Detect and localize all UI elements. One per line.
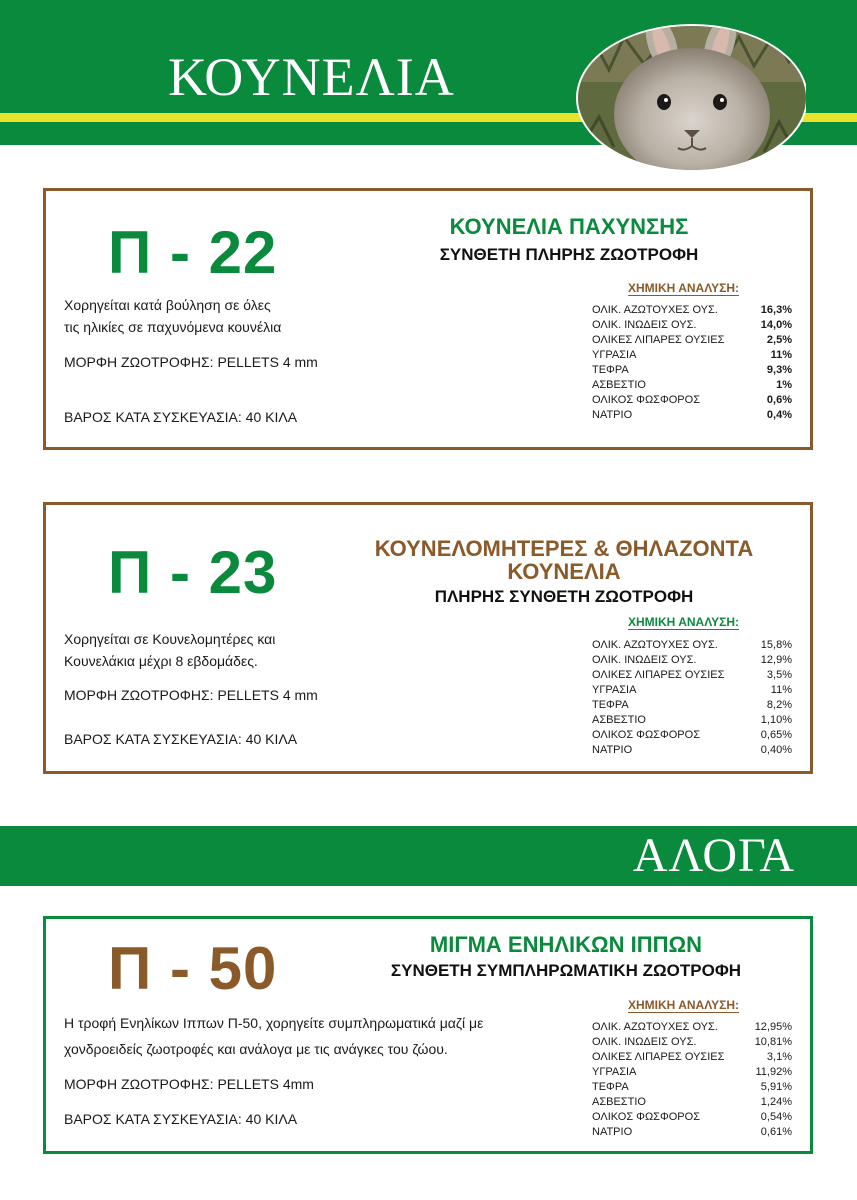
analysis-row xyxy=(592,1125,792,1140)
analysis-row xyxy=(592,408,792,423)
product-code: Π - 50 xyxy=(108,935,278,1002)
analysis-value: 12,9% xyxy=(760,654,792,666)
analysis-row xyxy=(592,333,792,348)
analysis-name: ΟΛΙΚ. ΙΝΩΔΕΙΣ ΟΥΣ. xyxy=(592,1036,697,1048)
analysis-row xyxy=(592,348,792,363)
analysis-name: ΑΣΒΕΣΤΙΟ xyxy=(592,379,646,391)
analysis-value: 16,3% xyxy=(760,304,792,316)
analysis-row xyxy=(592,1035,792,1050)
product-card-p50 xyxy=(43,916,813,1154)
analysis-row xyxy=(592,1065,792,1080)
analysis-row xyxy=(592,363,792,378)
product-form: ΜΟΡΦΗ ΖΩΟΤΡΟΦΗΣ: PELLETS 4 mm xyxy=(64,687,318,703)
analysis-name: ΟΛΙΚ. ΑΖΩΤΟΥΧΕΣ ΟΥΣ. xyxy=(592,639,718,651)
analysis-row xyxy=(592,638,792,653)
analysis-row xyxy=(592,713,792,728)
analysis-name: ΝΑΤΡΙΟ xyxy=(592,409,633,421)
analysis-row xyxy=(592,393,792,408)
analysis-name: ΟΛΙΚΟΣ ΦΩΣΦΟΡΟΣ xyxy=(592,729,700,741)
rabbits-header-band xyxy=(0,0,857,150)
horses-section-title: ΑΛΟΓΑ xyxy=(632,829,795,882)
analysis-value: 1,24% xyxy=(760,1096,792,1108)
analysis-value: 0,65% xyxy=(760,729,792,741)
product-description-line1: Χορηγείται κατά βούληση σε όλες xyxy=(64,297,271,313)
product-title: ΚΟΥΝΕΛΙΑ ΠΑΧΥΝΣΗΣ xyxy=(449,214,689,239)
chemical-analysis-title: ΧΗΜΙΚΗ ΑΝΑΛΥΣΗ: xyxy=(628,998,739,1012)
analysis-value: 0,54% xyxy=(760,1111,792,1123)
analysis-value: 0,4% xyxy=(766,409,792,421)
analysis-name: ΝΑΤΡΙΟ xyxy=(592,744,633,756)
product-card-p22 xyxy=(43,188,813,450)
analysis-name: ΟΛΙΚ. ΑΖΩΤΟΥΧΕΣ ΟΥΣ. xyxy=(592,1021,718,1033)
analysis-name: ΑΣΒΕΣΤΙΟ xyxy=(592,1096,646,1108)
product-description-line1: Χορηγείται σε Κουνελομητέρες και xyxy=(64,631,276,647)
analysis-value: 3,5% xyxy=(766,669,792,681)
analysis-name: ΟΛΙΚ. ΑΖΩΤΟΥΧΕΣ ΟΥΣ. xyxy=(592,304,718,316)
analysis-name: ΟΛΙΚΕΣ ΛΙΠΑΡΕΣ ΟΥΣΙΕΣ xyxy=(592,669,725,681)
analysis-value: 14,0% xyxy=(760,319,792,331)
analysis-row xyxy=(592,743,792,758)
product-weight: ΒΑΡΟΣ ΚΑΤΑ ΣΥΣΚΕΥΑΣΙΑ: 40 ΚΙΛΑ xyxy=(64,409,298,425)
analysis-row xyxy=(592,318,792,333)
analysis-row xyxy=(592,683,792,698)
analysis-row xyxy=(592,1050,792,1065)
analysis-value: 11% xyxy=(770,684,792,696)
product-subtitle: ΠΛΗΡΗΣ ΣΥΝΘΕΤΗ ΖΩΟΤΡΟΦΗ xyxy=(434,587,694,606)
analysis-name: ΟΛΙΚΕΣ ΛΙΠΑΡΕΣ ΟΥΣΙΕΣ xyxy=(592,334,725,346)
product-weight: ΒΑΡΟΣ ΚΑΤΑ ΣΥΣΚΕΥΑΣΙΑ: 40 ΚΙΛΑ xyxy=(64,731,298,747)
analysis-name: ΥΓΡΑΣΙΑ xyxy=(592,349,637,361)
analysis-value: 11% xyxy=(770,349,792,361)
analysis-name: ΟΛΙΚΟΣ ΦΩΣΦΟΡΟΣ xyxy=(592,394,700,406)
product-form: ΜΟΡΦΗ ΖΩΟΤΡΟΦΗΣ: PELLETS 4 mm xyxy=(64,354,318,370)
product-description-line2: Κουνελάκια μέχρι 8 εβδομάδες. xyxy=(64,653,258,669)
chemical-analysis-title: ΧΗΜΙΚΗ ΑΝΑΛΥΣΗ: xyxy=(628,281,739,295)
analysis-row xyxy=(592,728,792,743)
rabbit-photo xyxy=(574,22,806,172)
analysis-name: ΟΛΙΚΕΣ ΛΙΠΑΡΕΣ ΟΥΣΙΕΣ xyxy=(592,1051,725,1063)
product-subtitle: ΣΥΝΘΕΤΗ ΠΛΗΡΗΣ ΖΩΟΤΡΟΦΗ xyxy=(439,245,699,264)
analysis-name: ΥΓΡΑΣΙΑ xyxy=(592,684,637,696)
analysis-row xyxy=(592,653,792,668)
product-card-p23 xyxy=(43,502,813,774)
analysis-name: ΤΕΦΡΑ xyxy=(592,364,629,376)
chemical-analysis-table xyxy=(592,638,792,758)
analysis-row xyxy=(592,1095,792,1110)
analysis-value: 1% xyxy=(776,379,792,391)
analysis-value: 5,91% xyxy=(760,1081,792,1093)
product-description-line2: χονδροειδείς ζωοτροφές και ανάλογα με τις ανάγκες του ζώου. xyxy=(64,1041,448,1057)
analysis-name: ΤΕΦΡΑ xyxy=(592,1081,629,1093)
analysis-row xyxy=(592,1080,792,1095)
product-title-line2: ΚΟΥΝΕΛΙΑ xyxy=(507,559,621,584)
analysis-value: 11,92% xyxy=(755,1066,792,1078)
analysis-row xyxy=(592,1110,792,1125)
analysis-row xyxy=(592,303,792,318)
chemical-analysis-table xyxy=(592,1020,792,1140)
product-form: ΜΟΡΦΗ ΖΩΟΤΡΟΦΗΣ: PELLETS 4mm xyxy=(64,1076,314,1092)
analysis-name: ΥΓΡΑΣΙΑ xyxy=(592,1066,637,1078)
analysis-name: ΟΛΙΚΟΣ ΦΩΣΦΟΡΟΣ xyxy=(592,1111,700,1123)
analysis-value: 2,5% xyxy=(766,334,792,346)
chemical-analysis-table xyxy=(592,303,792,423)
analysis-name: ΑΣΒΕΣΤΙΟ xyxy=(592,714,646,726)
product-weight: ΒΑΡΟΣ ΚΑΤΑ ΣΥΣΚΕΥΑΣΙΑ: 40 ΚΙΛΑ xyxy=(64,1111,298,1127)
analysis-row xyxy=(592,668,792,683)
product-subtitle: ΣΥΝΘΕΤΗ ΣΥΜΠΛΗΡΩΜΑΤΙΚΗ ΖΩΟΤΡΟΦΗ xyxy=(390,961,742,980)
analysis-name: ΟΛΙΚ. ΙΝΩΔΕΙΣ ΟΥΣ. xyxy=(592,654,697,666)
product-description-line1: Η τροφή Ενηλίκων Ιππων Π-50, χορηγείτε συμπληρωματικά μαζί με xyxy=(64,1015,484,1031)
product-description-line2: τις ηλικίες σε παχυνόμενα κουνέλια xyxy=(64,319,282,335)
analysis-name: ΤΕΦΡΑ xyxy=(592,699,629,711)
analysis-row xyxy=(592,1020,792,1035)
analysis-name: ΟΛΙΚ. ΙΝΩΔΕΙΣ ΟΥΣ. xyxy=(592,319,697,331)
product-code: Π - 23 xyxy=(108,539,278,606)
analysis-value: 15,8% xyxy=(760,639,792,651)
analysis-value: 8,2% xyxy=(766,699,792,711)
rabbits-section-title: ΚΟΥΝΕΛΙΑ xyxy=(168,47,455,107)
product-title-line1: ΚΟΥΝΕΛΟΜΗΤΕΡΕΣ & ΘΗΛΑΖΟΝΤΑ xyxy=(374,536,754,561)
analysis-value: 10,81% xyxy=(754,1036,792,1048)
analysis-value: 0,40% xyxy=(760,744,792,756)
analysis-value: 1,10% xyxy=(760,714,792,726)
chemical-analysis-title: ΧΗΜΙΚΗ ΑΝΑΛΥΣΗ: xyxy=(628,615,739,629)
analysis-value: 3,1% xyxy=(766,1051,792,1063)
analysis-name: ΝΑΤΡΙΟ xyxy=(592,1126,633,1138)
product-title: ΜΙΓΜΑ ΕΝΗΛΙΚΩΝ ΙΠΠΩΝ xyxy=(429,932,703,957)
analysis-row xyxy=(592,698,792,713)
horses-header-band xyxy=(0,826,857,886)
product-code: Π - 22 xyxy=(108,219,278,286)
analysis-value: 12,95% xyxy=(754,1021,792,1033)
analysis-value: 0,61% xyxy=(760,1126,792,1138)
analysis-value: 9,3% xyxy=(766,364,792,376)
analysis-row xyxy=(592,378,792,393)
analysis-value: 0,6% xyxy=(766,394,792,406)
